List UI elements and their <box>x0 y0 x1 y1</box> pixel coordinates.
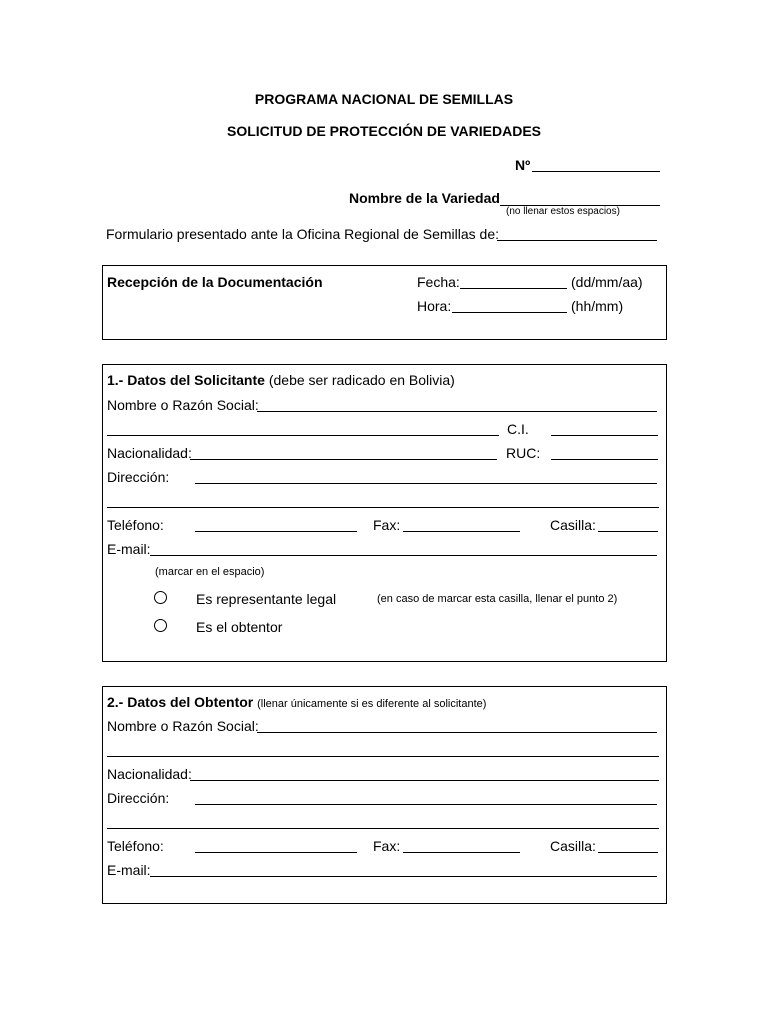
applicant-casilla-label: Casilla: <box>550 517 596 533</box>
breeder-address-label: Dirección: <box>107 790 170 806</box>
legal-representative-radio[interactable] <box>154 591 167 604</box>
form-title: PROGRAMA NACIONAL DE SEMILLAS <box>254 91 514 107</box>
breeder-nationality-label: Nacionalidad: <box>107 766 192 782</box>
reception-time-field[interactable] <box>452 312 567 313</box>
breeder-title: 2.- Datos del Obtentor <box>107 694 254 710</box>
breeder-name-field-2[interactable] <box>107 756 659 757</box>
breeder-radio[interactable] <box>154 619 167 632</box>
number-field[interactable] <box>532 171 660 172</box>
reception-time-format: (hh/mm) <box>571 298 624 314</box>
applicant-ruc-field[interactable] <box>551 459 658 460</box>
applicant-phone-field[interactable] <box>195 531 357 532</box>
legal-representative-label: Es representante legal <box>196 591 337 607</box>
applicant-name-label: Nombre o Razón Social: <box>107 397 259 413</box>
breeder-nationality-field[interactable] <box>190 780 659 781</box>
applicant-ci-field[interactable] <box>551 435 658 436</box>
applicant-email-label: E-mail: <box>107 541 151 557</box>
office-field[interactable] <box>497 240 657 241</box>
breeder-option-label: Es el obtentor <box>196 619 283 635</box>
breeder-phone-label: Teléfono: <box>107 838 164 854</box>
applicant-phone-label: Teléfono: <box>107 517 164 533</box>
breeder-email-field[interactable] <box>150 876 657 877</box>
breeder-fax-field[interactable] <box>403 852 520 853</box>
no-fill-note: (no llenar estos espacios) <box>506 206 620 217</box>
breeder-heading <box>107 694 486 710</box>
applicant-title: 1.- Datos del Solicitante <box>107 372 265 388</box>
applicant-fax-field[interactable] <box>403 531 520 532</box>
applicant-casilla-field[interactable] <box>598 531 658 532</box>
breeder-name-label: Nombre o Razón Social: <box>107 718 259 734</box>
applicant-nationality-label: Nacionalidad: <box>107 445 192 461</box>
breeder-note: (llenar únicamente si es diferente al solicitante) <box>257 698 487 710</box>
applicant-address-field[interactable] <box>195 483 657 484</box>
variety-name-label: Nombre de la Variedad <box>349 190 500 206</box>
number-label: Nº <box>515 157 531 173</box>
applicant-address-field-2[interactable] <box>107 507 659 508</box>
reception-date-label: Fecha: <box>417 274 460 290</box>
office-label: Formulario presentado ante la Oficina Regional de Semillas de: <box>106 226 499 242</box>
applicant-address-label: Dirección: <box>107 469 170 485</box>
applicant-email-field[interactable] <box>150 555 657 556</box>
breeder-casilla-field[interactable] <box>598 852 658 853</box>
applicant-ruc-label: RUC: <box>506 445 541 461</box>
reception-title: Recepción de la Documentación <box>107 274 323 290</box>
mark-note: (marcar en el espacio) <box>155 566 265 578</box>
applicant-name-field-2[interactable] <box>107 435 499 436</box>
applicant-name-field[interactable] <box>257 411 657 412</box>
breeder-email-label: E-mail: <box>107 862 151 878</box>
breeder-name-field[interactable] <box>257 732 657 733</box>
breeder-address-field[interactable] <box>195 804 657 805</box>
reception-time-label: Hora: <box>417 298 452 314</box>
reception-date-format: (dd/mm/aa) <box>571 274 643 290</box>
breeder-address-field-2[interactable] <box>107 828 659 829</box>
breeder-phone-field[interactable] <box>195 852 357 853</box>
reception-date-field[interactable] <box>460 288 567 289</box>
applicant-fax-label: Fax: <box>373 517 401 533</box>
applicant-nationality-field[interactable] <box>190 459 497 460</box>
applicant-ci-label: C.I. <box>507 421 529 437</box>
form-subtitle: SOLICITUD DE PROTECCIÓN DE VARIEDADES <box>227 123 541 139</box>
legal-representative-note: (en caso de marcar esta casilla, llenar el punto 2) <box>377 593 618 605</box>
applicant-note: (debe ser radicado en Bolivia) <box>268 372 455 388</box>
breeder-casilla-label: Casilla: <box>550 838 596 854</box>
applicant-heading <box>107 372 455 388</box>
breeder-fax-label: Fax: <box>373 838 401 854</box>
